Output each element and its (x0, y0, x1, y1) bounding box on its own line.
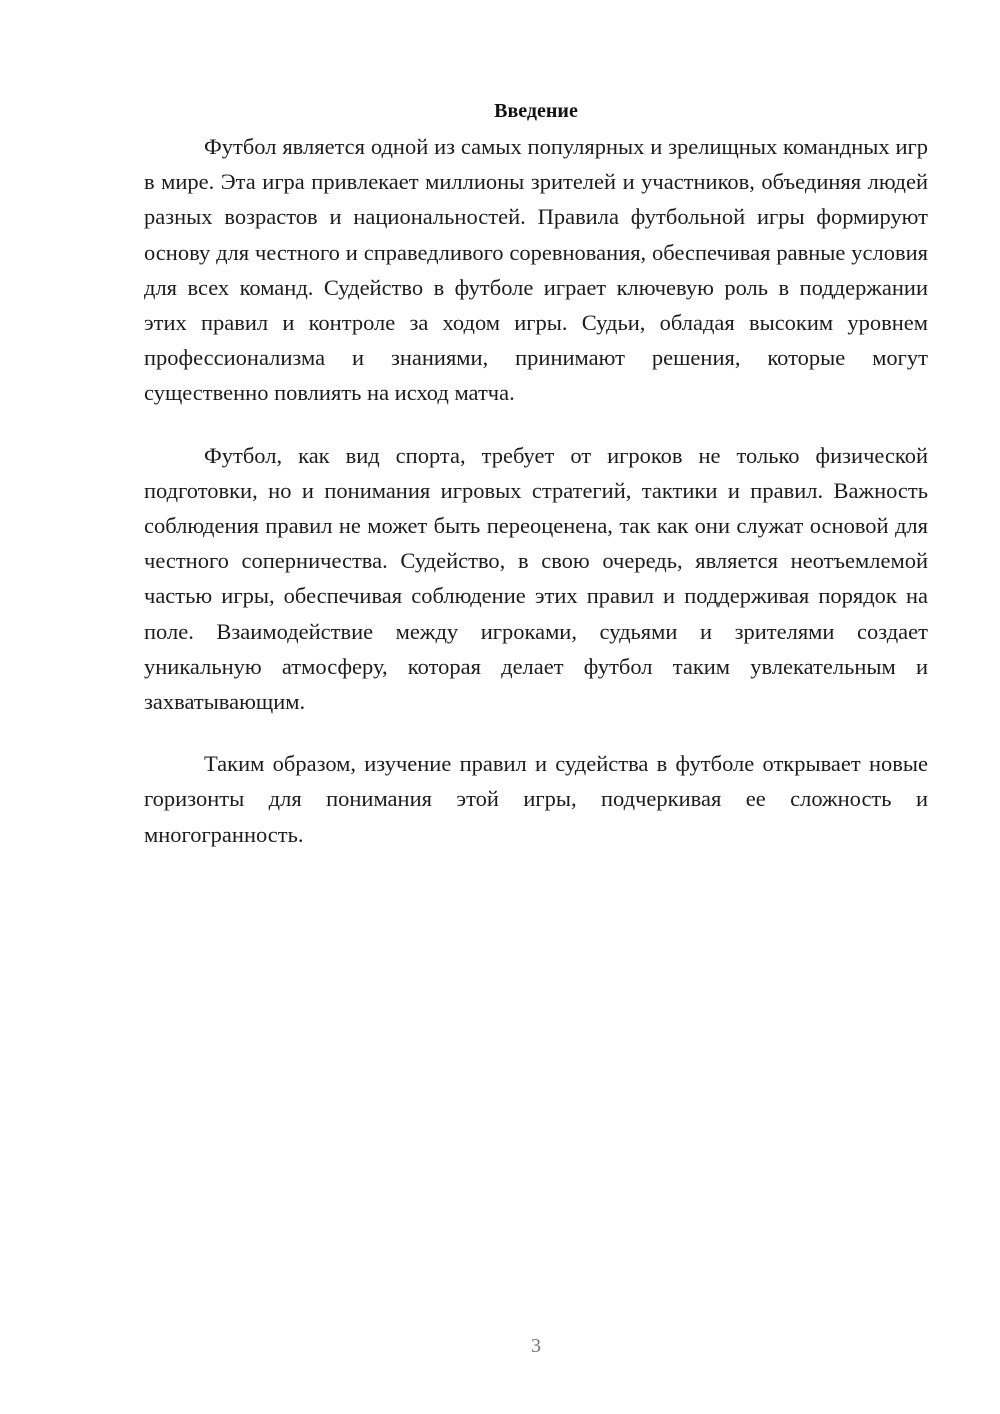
page-number: 3 (531, 1335, 541, 1357)
paragraph-rules-importance: Футбол, как вид спорта, требует от игроков не только физической подготовки, но и понимания игровых стратегий, тактики и правил. Важность соблюдения правил не может быть переоценена, так как они служат основой для честного соперничества. Судейство, в свою очередь, является неотъемлемой частью игры, обеспечивая соблюдение этих правил и поддерживая порядок на поле. Взаимодействие между игроками, судьями и зрителями создает уникальную атмосферу, которая делает футбол таким увлекательным и захватывающим. (144, 442, 928, 715)
section-heading: Введение (494, 100, 578, 122)
paragraph-intro: Футбол является одной из самых популярных и зрелищных командных игр в мире. Эта игра привлекает миллионы зрителей и участников, объединяя людей разных возрастов и национальностей. Правила футбольной игры формируют основу для честного и справедливого соревнования, обеспечивая равные условия для всех команд. Судейство в футболе играет ключевую роль в поддержании этих правил и контроле за ходом игры. Судьи, обладая высоким уровнем профессионализма и знаниями, принимают решения, которые могут существенно повлиять на исход матча. (144, 134, 928, 406)
page-content (144, 96, 928, 879)
paragraph-conclusion: Таким образом, изучение правил и судейства в футболе открывает новые горизонты для понимания этой игры, подчеркивая ее сложность и многогранность. (144, 751, 928, 847)
